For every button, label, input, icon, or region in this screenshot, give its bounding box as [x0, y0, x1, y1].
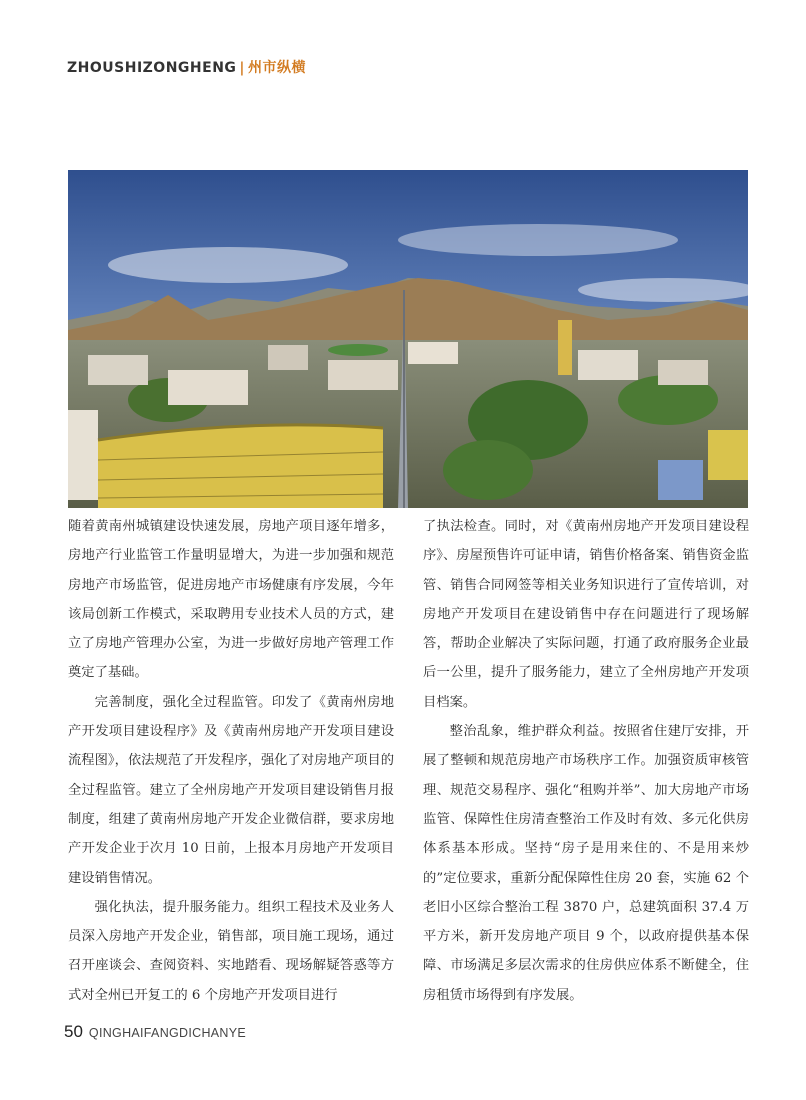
city-photo-illustration — [68, 170, 748, 508]
section-title-en: ZHOUSHIZONGHENG — [67, 60, 237, 76]
header-separator: | — [239, 60, 245, 76]
article-column-left — [68, 512, 394, 1010]
city-aerial-photo — [68, 170, 748, 508]
magazine-name: QINGHAIFANGDICHANYE — [88, 1026, 247, 1040]
article-paragraph: 强化执法，提升服务能力。组织工程技术及业务人员深入房地产开发企业，销售部，项目施工现场，通过召开座谈会、查阅资料、实地踏看、现场解疑答惑等方式对全州已开复工的 6 个房地产开发项目进行 — [68, 899, 394, 1003]
page-footer — [64, 1022, 246, 1042]
article-paragraph: 随着黄南州城镇建设快速发展，房地产项目逐年增多，房地产行业监管工作量明显增大，为进一步加强和规范房地产市场监管，促进房地产市场健康有序发展，今年该局创新工作模式，采取聘用专业技术人员的方式，建立了房地产管理办公室，为进一步做好房地产管理工作奠定了基础。 — [68, 519, 394, 681]
article-paragraph: 完善制度，强化全过程监管。印发了《黄南州房地产开发项目建设程序》及《黄南州房地产开发项目建设流程图》，依法规范了开发程序，强化了对房地产项目的全过程监管。建立了全州房地产开发项目建设销售月报制度，组建了黄南州房地产开发企业微信群，要求房地产开发企业于次月 10 日前，上报本月房地产开发项目建设销售情况。 — [68, 694, 394, 886]
article-paragraph: 了执法检查。同时，对《黄南州房地产开发项目建设程序》、房屋预售许可证申请，销售价格备案、销售资金监管、销售合同网签等相关业务知识进行了宣传培训，对房地产开发项目在建设销售中存在问题进行了现场解答，帮助企业解决了实际问题，打通了政府服务企业最后一公里，提升了服务能力，建立了全州房地产开发项目档案。 — [423, 519, 749, 710]
article-column-right — [423, 512, 749, 1010]
article-paragraph: 整治乱象，维护群众利益。按照省住建厅安排，开展了整顿和规范房地产市场秩序工作。加强资质审核管理、规范交易程序、强化“租购并举”、加大房地产市场监管、保障性住房清查整治工作及时有效、多元化供房体系基本形成。坚持“房子是用来住的、不是用来炒的”定位要求，重新分配保障性住房 20 套，实施 62 个老旧小区综合整治工程 3870 户，总建筑面积 37.4 万平方米，新开发房地产项目 9 个，以政府提供基本保障、市场满足多层次需求的住房供应体系不断健全，住房租赁市场得到有序发展。 — [423, 724, 749, 1003]
section-header — [67, 57, 306, 77]
page-number: 50 — [64, 1022, 83, 1041]
section-title-cn: 州市纵横 — [248, 60, 306, 76]
